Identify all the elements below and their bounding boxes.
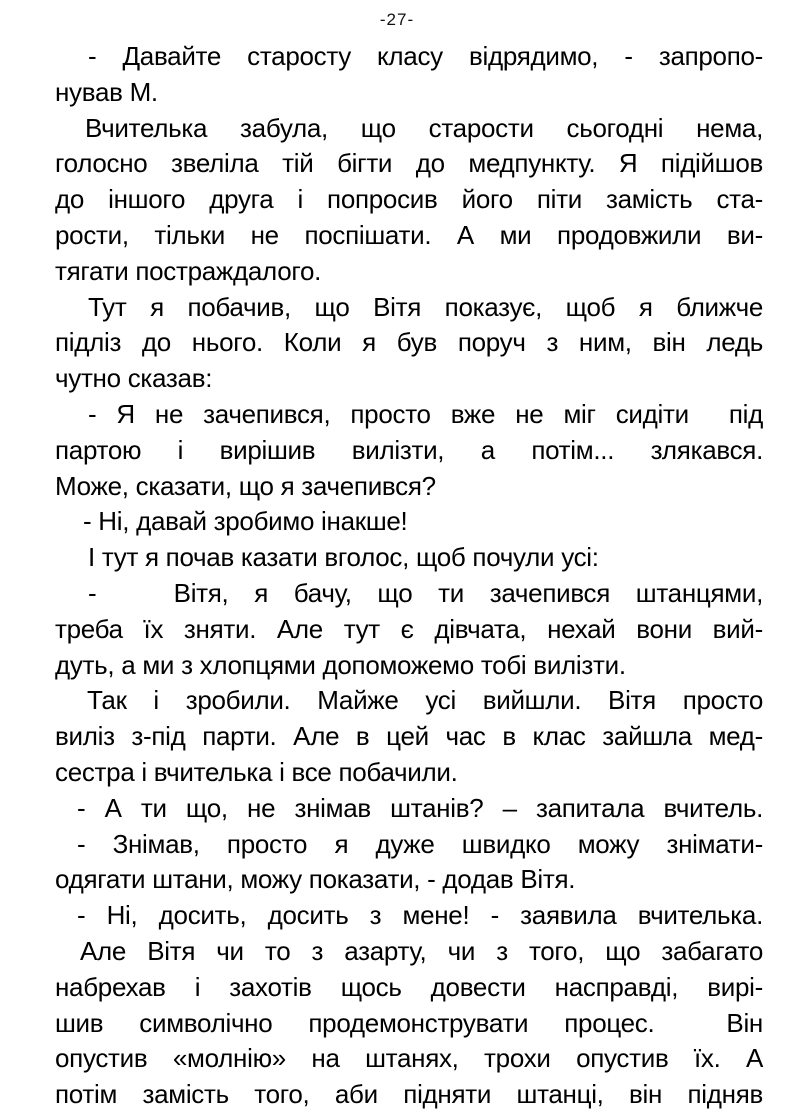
text-line: підліз до нього. Коли я був поруч з ним, він ледь: [55, 327, 763, 358]
text-line: потім замість того, аби підняти штанці, він підняв: [55, 1079, 763, 1110]
text-line: - Я не зачепився, просто вже не міг сидіти під: [88, 398, 763, 429]
text-line: шив символічно продемонструвати процес. Він: [55, 1007, 763, 1038]
text-line: нував М.: [55, 76, 158, 107]
text-line: - Давайте старосту класу відрядимо, - запропо-: [88, 41, 763, 71]
text-line: виліз з-під парти. Але в цей час в клас зайшла мед-: [55, 721, 763, 752]
text-line: Але Вітя чи то з азарту, чи з того, що забагато: [80, 935, 763, 966]
text-line: голосно звеліла тій бігти до медпункту. Я підійшов: [55, 148, 763, 179]
text-line: - Вітя, я бачу, що ти зачепився штанцями,: [88, 577, 763, 608]
text-line: Вчителька забула, що старости сьогодні нема,: [85, 112, 763, 143]
text-block: [55, 39, 763, 1113]
text-line: І тут я почав казати вголос, щоб почули усі:: [88, 542, 599, 573]
text-line: - Ні, давай зробимо інакше!: [83, 506, 408, 537]
text-line: одягати штани, можу показати, - додав Вітя.: [55, 864, 576, 895]
text-line: партою і вирішив вилізти, а потім... злякався.: [55, 434, 763, 465]
text-line: опустив «молнію» на штанях, трохи опустив їх. А: [55, 1043, 763, 1074]
text-line: сестра і вчителька і все побачили.: [55, 756, 458, 787]
text-line: треба їх зняти. Але тут є дівчата, нехай вони вий-: [55, 613, 763, 644]
text-line: Може, сказати, що я зачепився?: [55, 470, 436, 501]
text-line: набрехав і захотів щось довести насправді, вирі-: [55, 971, 763, 1002]
text-line: дуть, а ми з хлопцями допоможемо тобі вилізти.: [55, 649, 626, 680]
text-line: Так і зробили. Майже усі вийшли. Вітя просто: [87, 685, 763, 716]
text-line: тягати постраждалого.: [55, 255, 322, 286]
text-line: - Знімав, просто я дуже швидко можу знімати-: [77, 828, 763, 859]
text-line: до іншого друга і попросив його піти замість ста-: [55, 184, 763, 215]
text-line: - Ні, досить, досить з мене! - заявила вчителька.: [77, 900, 763, 931]
page-number: -27-: [379, 10, 415, 29]
text-line: чутно сказав:: [55, 363, 213, 394]
text-line: - А ти що, не знімав штанів? – запитала вчитель.: [77, 792, 763, 823]
text-line: Тут я побачив, що Вітя показує, щоб я ближче: [88, 291, 763, 322]
text-line: рости, тільки не поспішати. А ми продовжили ви-: [55, 219, 763, 250]
